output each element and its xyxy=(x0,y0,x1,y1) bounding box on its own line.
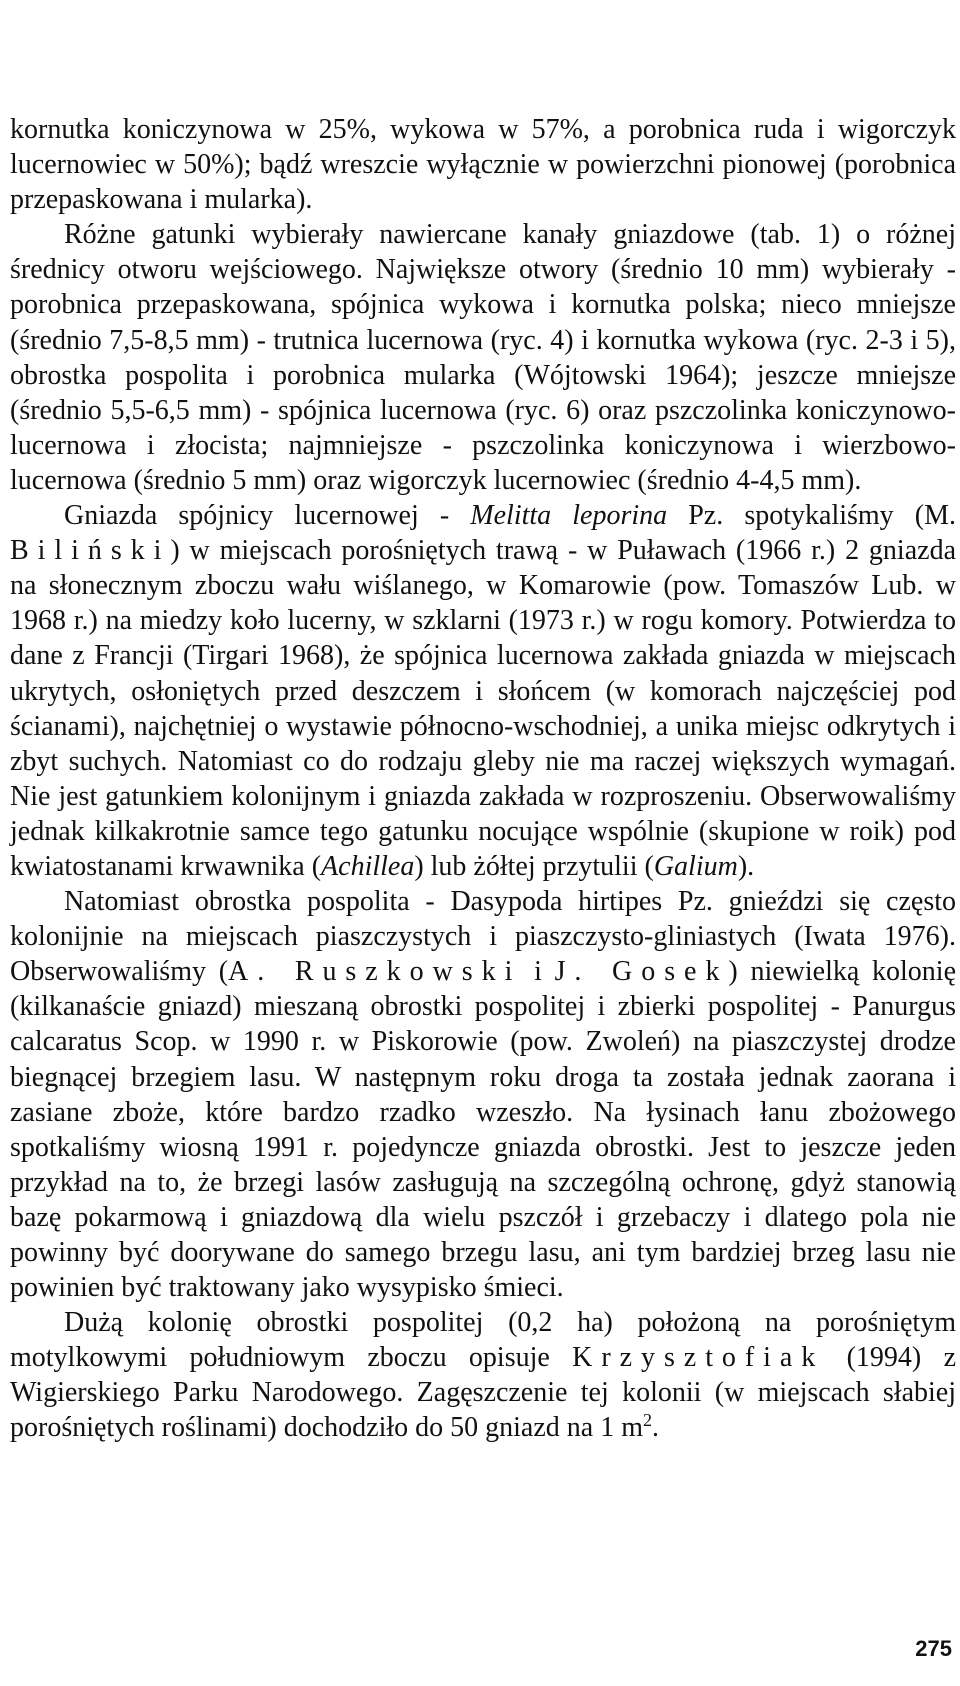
paragraph-4 xyxy=(10,884,956,1305)
text-segment: Różne gatunki wybierały nawiercane kanały gniazdowe (tab. 1) o różnej średnicy otworu wejściowego. Największe otwory (średnio 10 mm) wybierały - porobnica przepaskowana, spójnica wykowa i kornutka polska; nieco mniejsze (średnio 7,5-8,5 mm) - trutnica lucernowa (ryc. 4) i kornutka wykowa (ryc. 2-3 i 5), obrostka pospolita i porobnica mularka (Wójtowski 1964); jeszcze mniejsze (średnio 5,5-6,5 mm) - spójnica lucernowa (ryc. 6) oraz pszczolinka koniczynowo-lucernowa i złocista; najmniejsze - pszczolinka koniczynowa i wierzbowo-lucernowa (średnio 5 mm) oraz wigorczyk lucernowiec (średnio 4-4,5 mm). xyxy=(10,219,956,496)
text-segment: ) lub żółtej przytulii ( xyxy=(414,850,654,882)
text-segment: Krzysztofiak xyxy=(572,1342,825,1374)
text-segment: A. Ruszkowski xyxy=(228,956,522,988)
text-segment: ) niewielką kolonię (kilkanaście gniazd) mieszaną obrostki pospolitej i zbierki pospolitej - Panurgus calcaratus Scop. w 1990 r. w Piskorowie (pow. Zwoleń) na piaszczystej drodze biegnącej brzegiem lasu. W następnym roku droga ta została jednak zaorana i zasiane zboże, które bardzo rzadko wzeszło. Na łysinach łanu zbożowego spotkaliśmy wiosną 1991 r. pojedyncze gniazda obrostki. Jest to jeszcze jeden przykład na to, że brzegi lasów zasługują na szczególną ochronę, gdyż stanowią bazę pokarmową i gniazdową dla wielu pszczół i grzebaczy i dlatego pola nie powinny być doorywane do samego brzegu lasu, ani tym bardziej brzeg lasu nie powinien być traktowany jako wysypisko śmieci. xyxy=(10,956,956,1304)
text-segment: 2 xyxy=(642,1410,652,1431)
text-segment: Galium xyxy=(653,850,738,882)
text-segment: i xyxy=(521,956,555,988)
text-segment: Biliński xyxy=(10,535,171,567)
document-body xyxy=(10,112,956,1446)
paragraph-1 xyxy=(10,112,956,217)
paragraph-3 xyxy=(10,498,956,884)
text-segment: kornutka koniczynowa w 25%, wykowa w 57%, a porobnica ruda i wigorczyk lucernowiec w 50%); bądź wreszcie wyłącznie w powierzchni pionowej (porobnica przepaskowana i mularka). xyxy=(10,114,956,216)
text-segment: (1994) z Wigierskiego Parku Narodowego. Zagęszczenie tej kolonii (w miejscach słabiej porośniętych roślinami) dochodziło do 50 gniazd na 1 m xyxy=(10,1342,957,1444)
text-segment: ). xyxy=(737,850,755,882)
text-segment: . xyxy=(651,1412,659,1444)
text-segment: J. Gosek xyxy=(554,956,729,988)
text-segment: Dużą kolonię obrostki pospolitej (0,2 ha) położoną na porośniętym motylkowymi południowym zboczu opisuje xyxy=(10,1307,956,1374)
page-number: 275 xyxy=(915,1636,952,1661)
paragraph-5 xyxy=(10,1305,956,1445)
text-segment: Melitta leporina xyxy=(470,500,668,532)
text-segment: Pz. spotykaliśmy (M. xyxy=(667,500,956,532)
text-segment: Natomiast obrostka pospolita - Dasypoda hirtipes Pz. gnieździ się często kolonijnie na miejscach piaszczystych i piaszczysto-gliniastych (Iwata 1976). Obserwowaliśmy ( xyxy=(10,886,956,988)
text-segment: ) w miejscach porośniętych trawą - w Puławach (1966 r.) 2 gniazda na słonecznym zboczu wału wiślanego, w Komarowie (pow. Tomaszów Lub. w 1968 r.) na miedzy koło lucerny, w szklarni (1973 r.) w rogu komory. Potwierdza to dane z Francji (Tirgari 1968), że spójnica lucernowa zakłada gniazda w miejscach ukrytych, osłoniętych przed deszczem i słońcem (w komorach najczęściej pod ścianami), najchętniej o wystawie północno-wschodniej, a unika miejsc odkrytych i zbyt suchych. Natomiast co do rodzaju gleby nie ma raczej większych wymagań. Nie jest gatunkiem kolonijnym i gniazda zakłada w rozproszeniu. Obserwowaliśmy jednak kilkakrotnie samce tego gatunku nocujące wspólnie (skupione w roik) pod kwiatostanami krwawnika ( xyxy=(10,535,956,882)
paragraph-2 xyxy=(10,217,956,498)
text-segment: Achillea xyxy=(321,850,415,882)
text-segment: Gniazda spójnicy lucernowej - xyxy=(64,500,471,532)
